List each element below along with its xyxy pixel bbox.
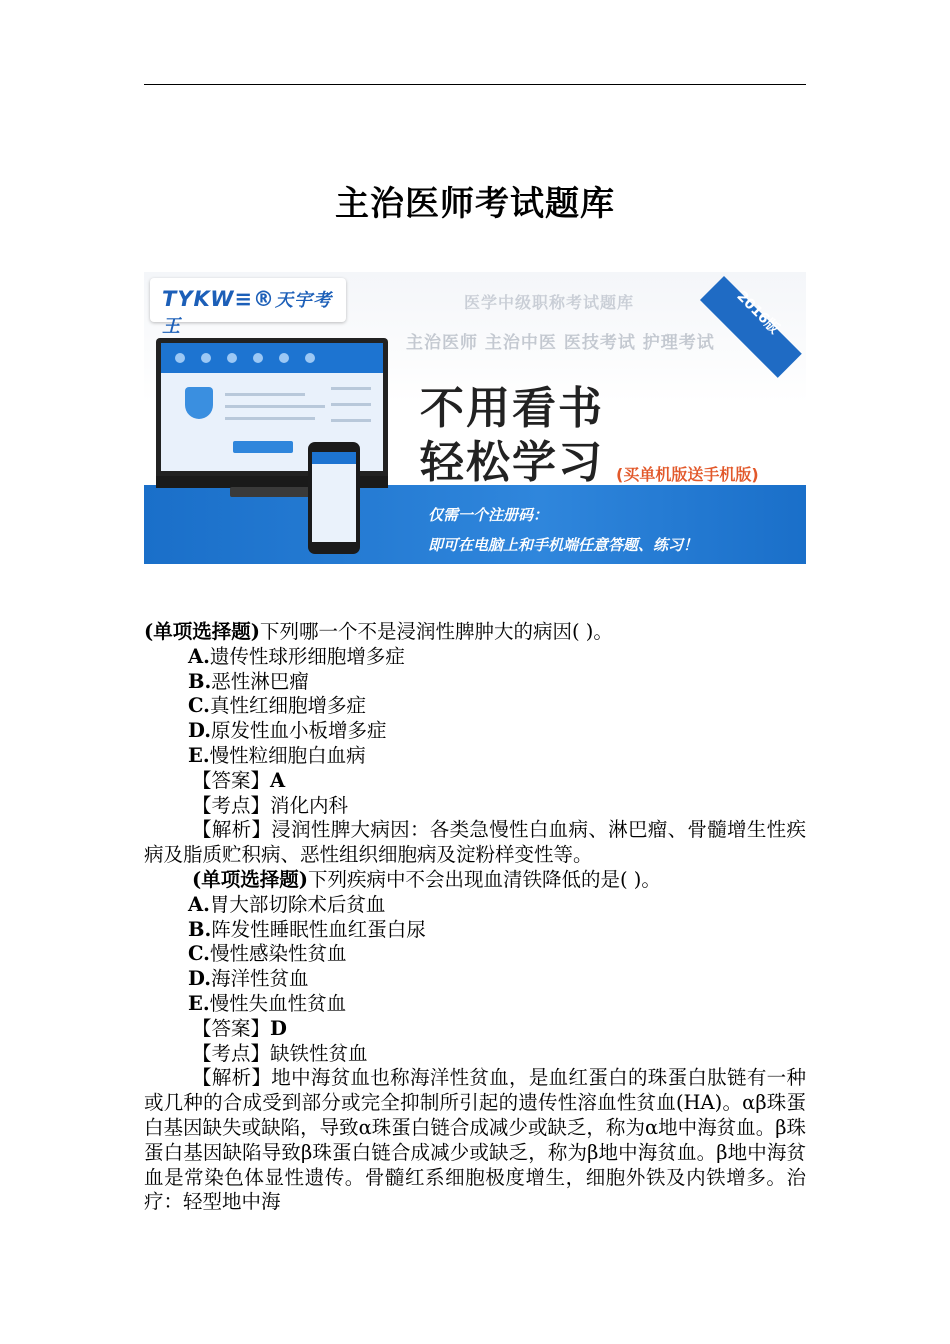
analysis: 【解析】地中海贫血也称海洋性贫血，是血红蛋白的珠蛋白肽链有一种或几种的合成受到部分或完全抑制所引起的遗传性溶血性贫血(HA)。αβ珠蛋白基因缺失或缺陷，导致α珠蛋白链合成减少或缺乏，称为α地中海贫血。β珠蛋白基因缺陷导致β珠蛋白链合成减少或缺乏，称为β地中海贫血。β地中海贫血是常染色体显性遗传。骨髓红系细胞极度增生，细胞外铁及内铁增多。治疗：轻型地中海	[144, 1066, 806, 1214]
logo-cn: 天宇考王	[162, 290, 333, 337]
option-e: E.慢性粒细胞白血病	[188, 743, 366, 767]
app-icon	[201, 353, 211, 363]
option-b: B.恶性淋巴瘤	[188, 669, 309, 693]
exam-point: 【考点】缺铁性贫血	[192, 1041, 368, 1065]
banner-bottom-line-2: 即可在电脑上和手机端任意答题、练习！	[428, 536, 699, 554]
question-stem: (单项选择题)下列疾病中不会出现血清铁降低的是( )。	[192, 867, 661, 891]
year-label: 2016版	[733, 288, 783, 338]
banner-bottom-line-1: 仅需一个注册码：	[428, 506, 549, 524]
brand-logo: TYKW≡®天宇考王	[150, 278, 346, 322]
header-rule	[144, 84, 806, 85]
banner-promo: (买单机版送手机版)	[616, 465, 759, 484]
app-icon	[305, 353, 315, 363]
page-title: 主治医师考试题库	[335, 184, 615, 224]
app-icon	[227, 353, 237, 363]
option-b: B.阵发性睡眠性血红蛋白尿	[188, 917, 426, 941]
banner-headline-1: 不用看书	[420, 383, 604, 434]
promo-banner	[144, 272, 806, 564]
phone-image	[308, 442, 360, 554]
option-a: A.遗传性球形细胞增多症	[188, 644, 405, 668]
banner-headline-2: 轻松学习	[420, 437, 604, 488]
logo-latin: TYKW	[162, 287, 235, 311]
question-content	[144, 620, 806, 1215]
app-icon	[279, 353, 289, 363]
exam-point: 【考点】消化内科	[192, 793, 349, 817]
question-stem: (单项选择题)下列哪一个不是浸润性脾肿大的病因( )。	[144, 620, 613, 643]
shield-icon	[185, 387, 213, 419]
option-d: D.原发性血小板增多症	[188, 719, 387, 743]
option-c: C.慢性感染性贫血	[188, 942, 347, 966]
option-d: D.海洋性贫血	[188, 967, 309, 991]
option-e: E.慢性失血性贫血	[188, 991, 347, 1015]
banner-tagline-1: 医学中级职称考试题库	[464, 293, 635, 312]
monitor-stand	[230, 487, 320, 497]
app-icon	[175, 353, 185, 363]
app-icon	[253, 353, 263, 363]
analysis: 【解析】浸润性脾大病因：各类急慢性白血病、淋巴瘤、骨髓增生性疾病及脂质贮积病、恶性组织细胞病及淀粉样变性等。	[144, 818, 806, 867]
option-a: A.胃大部切除术后贫血	[188, 892, 386, 916]
answer: 【答案】A	[192, 768, 286, 792]
start-button-mock	[233, 441, 293, 453]
answer: 【答案】D	[192, 1016, 287, 1040]
option-c: C.真性红细胞增多症	[188, 694, 366, 718]
banner-tagline-2: 主治医师 主治中医 医技考试 护理考试	[406, 333, 715, 353]
